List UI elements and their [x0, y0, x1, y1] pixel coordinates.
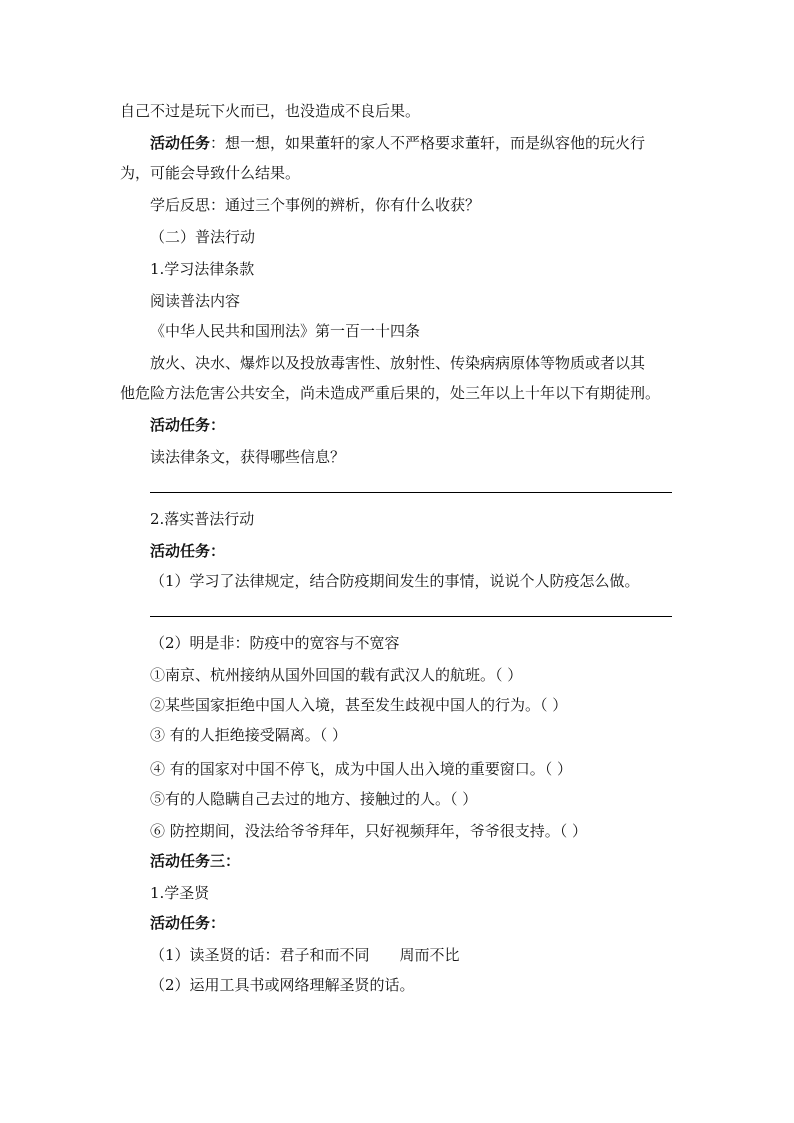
- paragraph-line: 自己不过是玩下火而已，也没造成不良后果。: [120, 102, 421, 120]
- paragraph-line: 为，可能会导致什么结果。: [120, 164, 301, 182]
- judgement-item: ①南京、杭州接纳从国外回国的载有武汉人的航班。（ ）: [150, 666, 523, 684]
- judgement-item: ⑥ 防控期间，没法给爷爷拜年，只好视频拜年，爷爷很支持。（ ）: [150, 822, 588, 840]
- paragraph-line: 阅读普法内容: [150, 292, 241, 310]
- activity-task-label: 活动任务三：: [150, 852, 241, 870]
- question-line: （1）学习了法律规定，结合防疫期间发生的事情，说说个人防疫怎么做。: [150, 572, 640, 590]
- subsection-heading: 1.学圣贤: [150, 884, 210, 902]
- activity-task-label: 活动任务：: [150, 914, 226, 932]
- question-line: （2）运用工具书或网络理解圣贤的话。: [150, 976, 415, 994]
- activity-task-label: 活动任务：: [150, 416, 226, 434]
- quote-part-1: （1）读圣贤的话：君子和而不同: [150, 946, 370, 964]
- question-line: 读法律条文，获得哪些信息？: [150, 448, 346, 466]
- judgement-item: ③ 有的人拒绝接受隔离。（ ）: [150, 726, 348, 744]
- question-line: （2）明是非：防疫中的宽容与不宽容: [150, 634, 400, 652]
- judgement-item: ⑤有的人隐瞒自己去过的地方、接触过的人。（ ）: [150, 790, 478, 808]
- judgement-item: ②某些国家拒绝中国人入境，甚至发生歧视中国人的行为。（ ）: [150, 696, 568, 714]
- section-heading: （二）普法行动: [150, 228, 256, 246]
- subsection-heading: 1.学习法律条款: [150, 260, 255, 278]
- law-text-line: 放火、决水、爆炸以及投放毒害性、放射性、传染病病原体等物质或者以其: [150, 354, 646, 372]
- reflection-line: 学后反思：通过三个事例的辨析，你有什么收获？: [150, 196, 481, 214]
- law-title: 《中华人民共和国刑法》第一百一十四条: [150, 322, 421, 340]
- subsection-heading: 2.落实普法行动: [150, 510, 255, 528]
- answer-rule: [150, 616, 672, 617]
- activity-task-prompt: [150, 132, 645, 154]
- judgement-item: ④ 有的国家对中国不停飞，成为中国人出入境的重要窗口。（ ）: [150, 760, 573, 778]
- activity-task-text: ：想一想，如果董轩的家人不严格要求董轩，而是纵容他的玩火行: [210, 134, 646, 152]
- activity-task-label: 活动任务：: [150, 542, 226, 560]
- activity-task-label: 活动任务: [150, 134, 211, 152]
- answer-rule: [150, 492, 672, 493]
- law-text-line: 他危险方法危害公共安全，尚未造成严重后果的，处三年以上十年以下有期徒刑。: [120, 384, 661, 402]
- quote-part-2: 周而不比: [399, 946, 460, 964]
- quote-line: [150, 944, 460, 966]
